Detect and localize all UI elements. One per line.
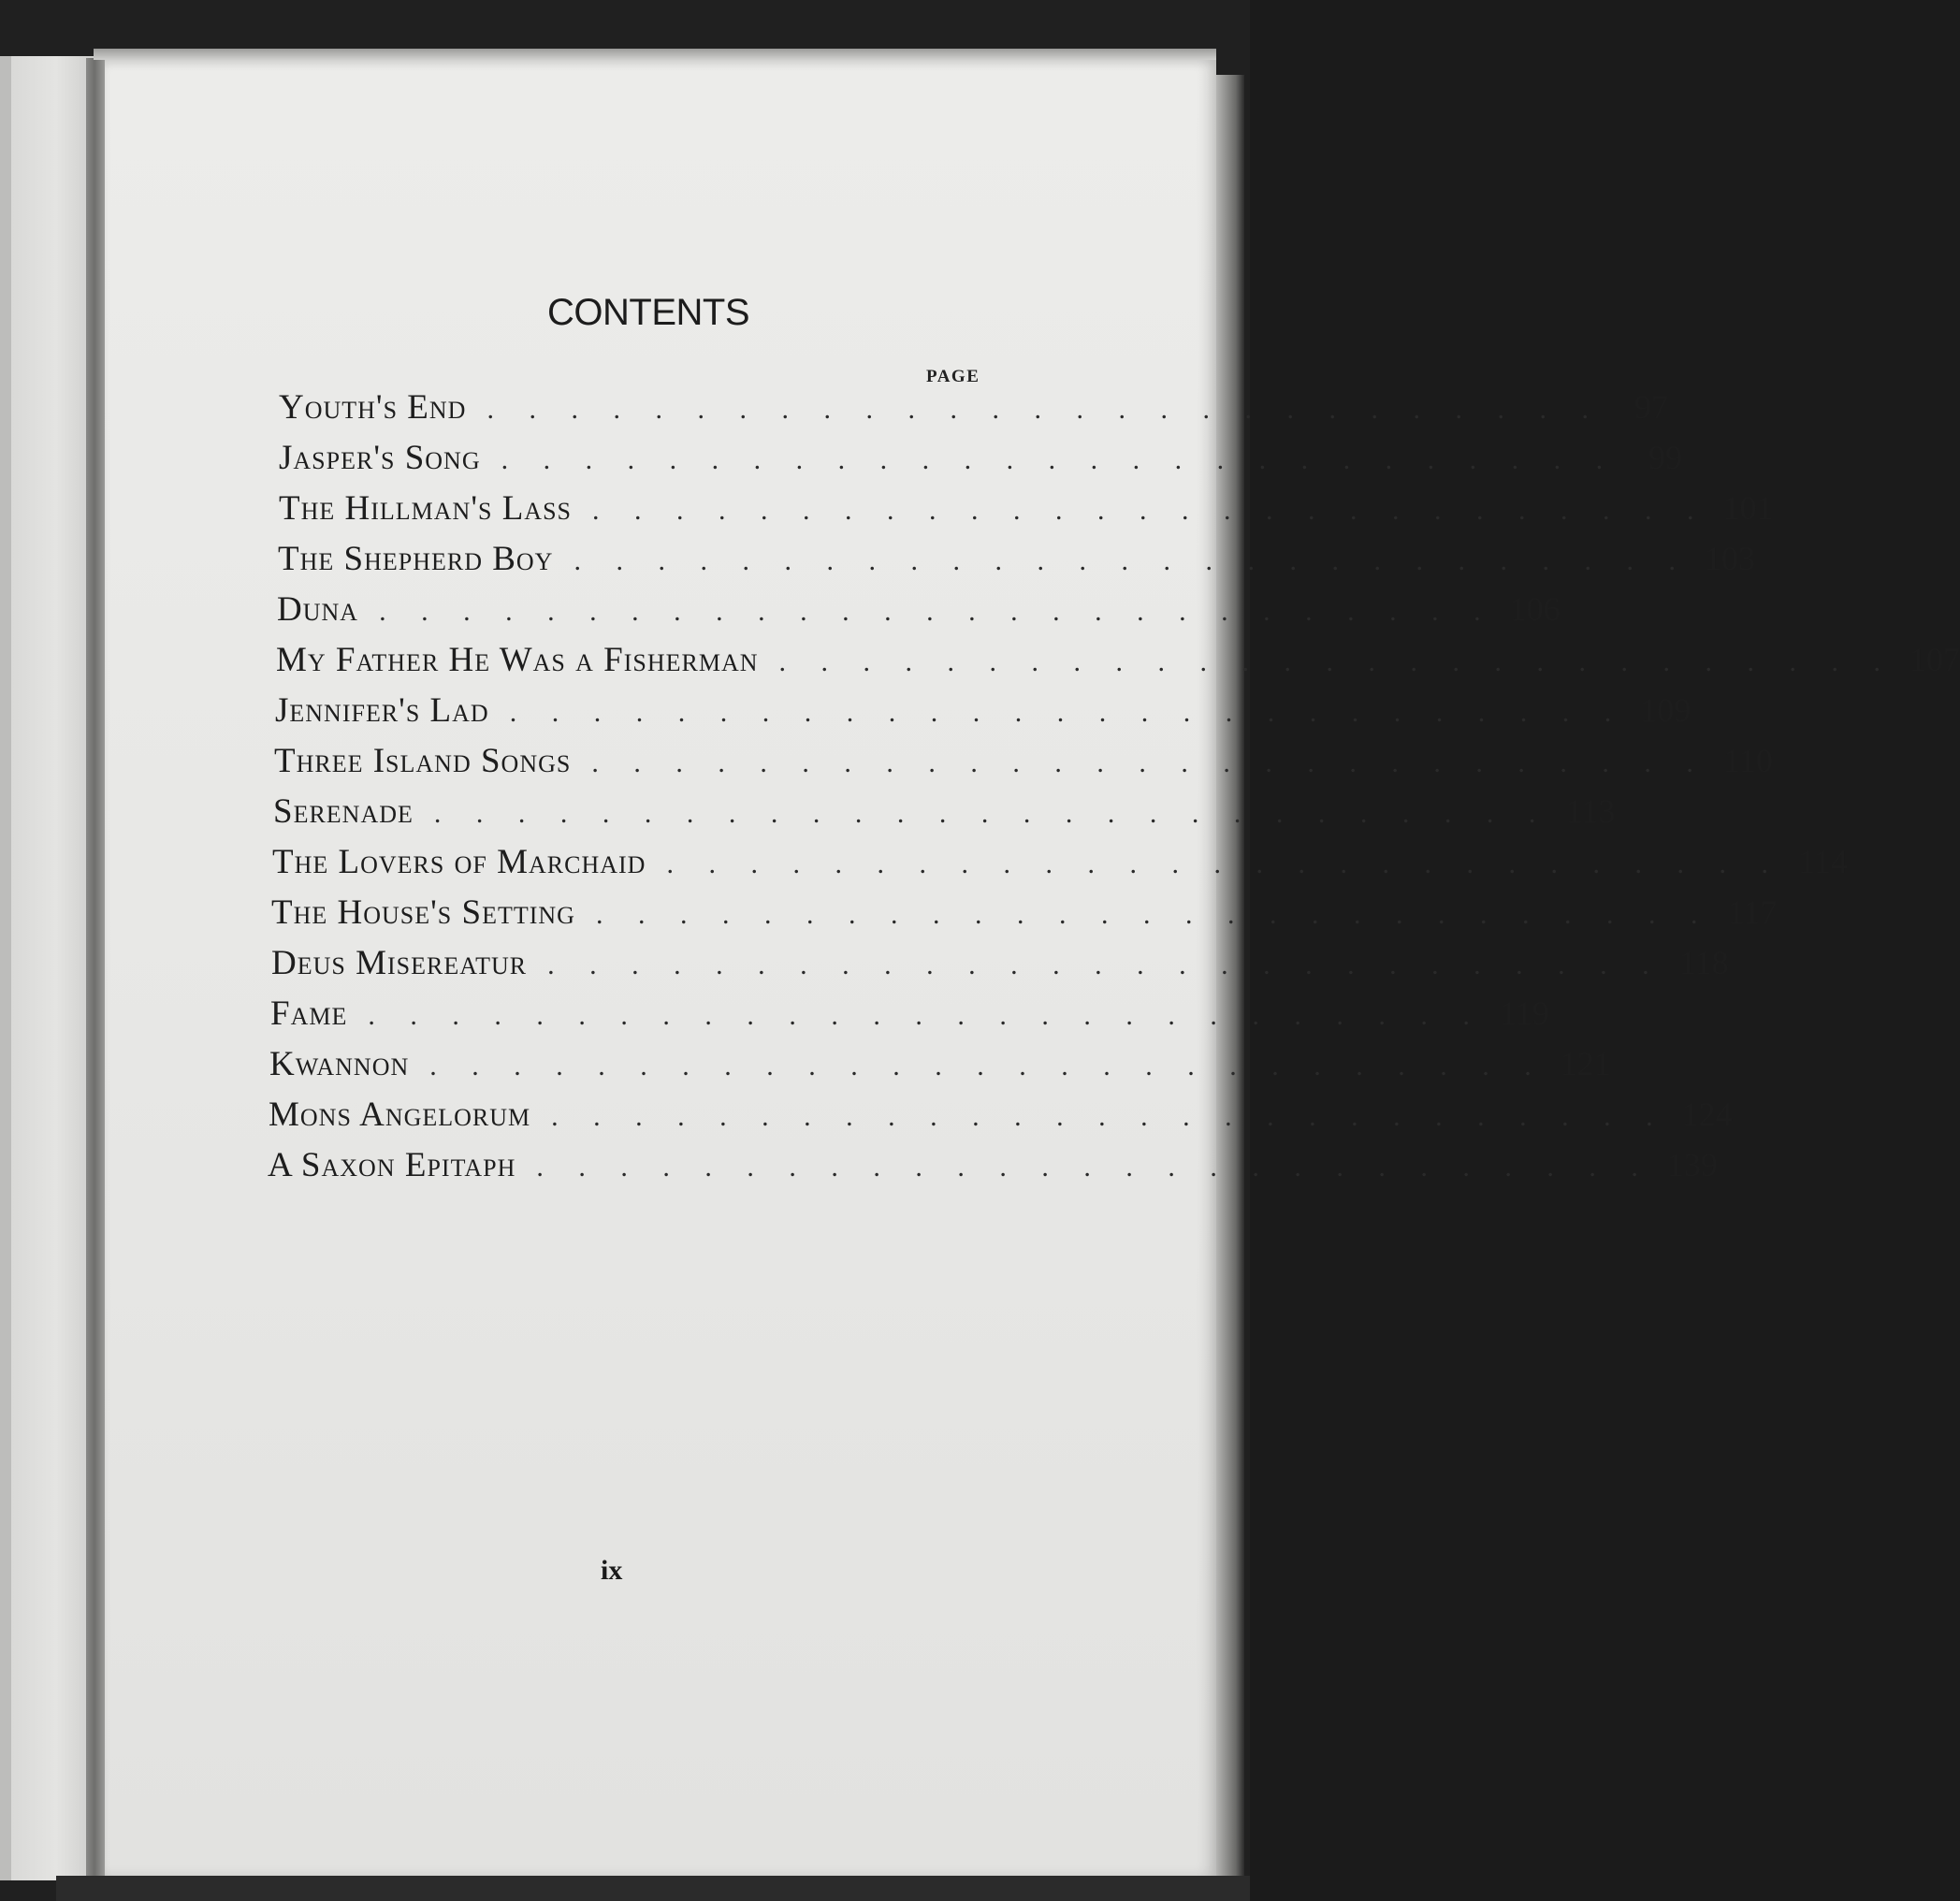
entry-leader-dots: . . . . . . . . . . . . . . . . . . . . . . . . . . .	[551, 1101, 1667, 1132]
entry-title: Jasper's Song	[279, 439, 481, 477]
contents-entry	[273, 791, 1616, 838]
entry-page-number: 121	[1560, 1045, 1611, 1082]
contents-entry	[277, 589, 1561, 636]
entry-page-number: 99	[1648, 439, 1683, 476]
contents-entry	[278, 539, 1755, 586]
entry-leader-dots: . . . . . . . . . . . . . . . . . . . . . . . . . . .	[595, 899, 1712, 930]
entry-page-number: 124	[1681, 1096, 1733, 1133]
entry-page-number: 106	[1509, 590, 1561, 628]
entry-leader-dots: . . . . . . . . . . . . . . . . . . . . . . . . . . .	[501, 444, 1618, 475]
entry-page-number: 103	[1704, 540, 1755, 577]
entry-title: My Father He Was a Fisherman	[276, 641, 759, 679]
contents-entry	[271, 892, 1778, 939]
contents-entry	[271, 943, 1729, 990]
entry-page-number: 114	[1798, 843, 1848, 880]
entry-leader-dots: . . . . . . . . . . . . . . . . . . . . . . . . . . .	[429, 1051, 1546, 1081]
entry-title: Mons Angelorum	[269, 1096, 531, 1134]
entry-leader-dots: . . . . . . . . . . . . . . . . . . . . . . . . . . .	[778, 646, 1895, 677]
contents-entry	[272, 842, 1848, 889]
contents-entry	[279, 387, 1668, 434]
contents-entry	[269, 1044, 1611, 1091]
entry-title: A Saxon Epitaph	[268, 1146, 516, 1184]
entry-title: Jennifer's Lad	[275, 691, 489, 730]
entry-title: Deus Misereatur	[271, 944, 528, 982]
contents-heading: CONTENTS	[547, 292, 749, 333]
entry-leader-dots: . . . . . . . . . . . . . . . . . . . . . . . . . . .	[379, 596, 1495, 627]
page-column-label: PAGE	[926, 367, 980, 386]
contents-entry	[275, 690, 1691, 737]
contents-entry	[269, 1095, 1733, 1141]
entry-leader-dots: . . . . . . . . . . . . . . . . . . . . . . . . . . .	[536, 1152, 1652, 1183]
contents-entry	[274, 741, 1773, 788]
entry-title: Youth's End	[279, 388, 467, 427]
entry-page-number: 97	[1633, 388, 1668, 426]
contents-entry	[270, 994, 1549, 1040]
entry-leader-dots: . . . . . . . . . . . . . . . . . . . . . . . . . . .	[368, 1000, 1484, 1031]
entry-title: Duna	[277, 590, 359, 629]
entry-page-number: 109	[1640, 691, 1691, 729]
entry-leader-dots: . . . . . . . . . . . . . . . . . . . . . . . . . . .	[509, 697, 1626, 728]
entry-title: The Hillman's Lass	[279, 489, 572, 528]
contents-entry	[268, 1145, 1718, 1192]
entry-title: The Lovers of Marchaid	[272, 843, 646, 881]
entry-leader-dots: . . . . . . . . . . . . . . . . . . . . . . . . . . .	[591, 747, 1707, 778]
entry-title: Fame	[270, 994, 348, 1033]
entry-leader-dots: . . . . . . . . . . . . . . . . . . . . . . . . . . .	[666, 849, 1782, 879]
page-folio: ix	[601, 1555, 623, 1586]
entry-page-number: 101	[1722, 489, 1774, 527]
entry-page-number: 118	[1678, 944, 1729, 981]
entry-page-number: 110	[1723, 742, 1773, 779]
entry-leader-dots: . . . . . . . . . . . . . . . . . . . . . . . . . . .	[573, 545, 1690, 576]
entry-title: Kwannon	[269, 1045, 410, 1083]
entry-page-number: 139	[1666, 1146, 1718, 1183]
entry-title: The House's Setting	[271, 893, 575, 932]
entry-title: The Shepherd Boy	[278, 540, 554, 578]
contents-entry	[276, 640, 1960, 687]
entry-leader-dots: . . . . . . . . . . . . . . . . . . . . . . . . . . .	[486, 394, 1603, 425]
entry-title: Serenade	[273, 792, 414, 831]
entry-page-number: 119	[1500, 994, 1549, 1032]
entry-leader-dots: . . . . . . . . . . . . . . . . . . . . . . . . . . .	[547, 950, 1663, 980]
entry-page-number: 113	[1565, 792, 1616, 830]
contents-entry	[279, 488, 1774, 535]
entry-page-number: 117	[1727, 893, 1778, 931]
contents-entry	[279, 438, 1683, 485]
entry-page-number: 107	[1909, 641, 1960, 678]
entry-title: Three Island Songs	[274, 742, 572, 780]
entry-leader-dots: . . . . . . . . . . . . . . . . . . . . . . . . . . .	[592, 495, 1708, 526]
entry-leader-dots: . . . . . . . . . . . . . . . . . . . . . . . . . . .	[433, 798, 1550, 829]
